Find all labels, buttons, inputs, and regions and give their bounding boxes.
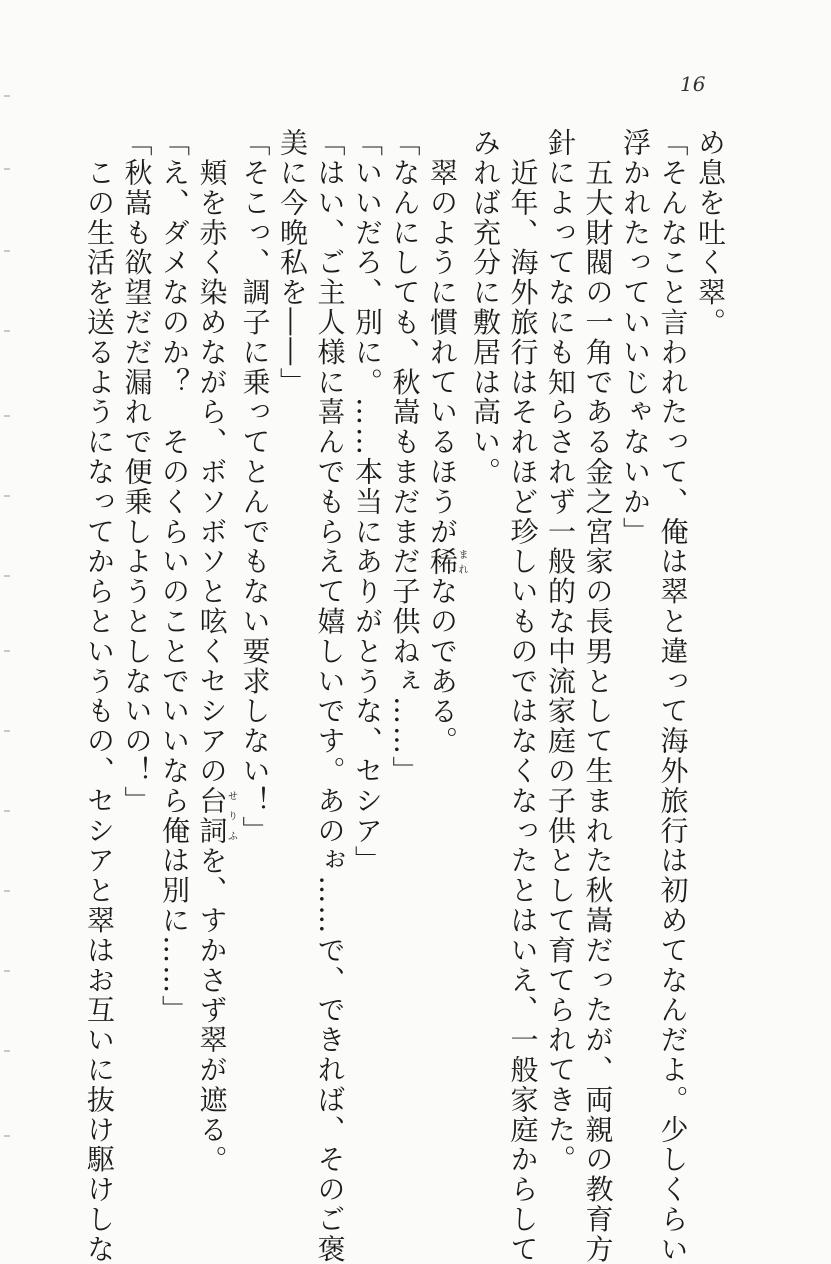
scan-mark: [4, 330, 10, 332]
text-segment: 頬を赤く染めながら、ボソボソと呟くセシアの: [195, 128, 229, 786]
text-line-with-ruby: [193, 128, 237, 1175]
text-line: 「そんなこと言われたって、俺は翠と違って海外旅行は初めてなんだよ。少しくらい: [656, 128, 690, 1264]
text-segment: 翠のように慣れているほうが: [426, 128, 459, 547]
text-line: め息を吐く翠。: [694, 128, 727, 338]
scan-mark: [4, 415, 10, 417]
ruby-base: 稀: [426, 546, 459, 577]
text-line-with-ruby: [424, 128, 467, 1108]
scan-mark: [4, 890, 10, 892]
scan-mark: [4, 1135, 10, 1137]
text-line: 針によってなにも知らされず一般的な中流家庭の子供として育てられてきた。: [544, 128, 577, 1175]
text-segment: を、すかさず翠が遮る。: [195, 845, 229, 1175]
ruby-reading: まれ: [456, 546, 467, 577]
text-line: 「はい、ご主人様に喜んでもらえて嬉しいです。あのぉ……で、できれば、そのご褒: [313, 128, 347, 1264]
text-line: 「え、ダメなのか？ そのくらいのことでいいなら俺は別に……」: [158, 128, 191, 1025]
ruby-annotated-word: [426, 546, 467, 577]
scan-mark: [4, 168, 10, 170]
text-line: 「秋嵩も欲望だだ漏れで便乗しようとしないの！」: [120, 128, 154, 816]
vertical-text-body: [81, 128, 730, 1264]
text-line: 浮かれたっていいじゃないか」: [619, 128, 652, 547]
text-line: 美に今晩私を――」: [276, 128, 309, 398]
text-line: 近年、海外旅行はそれほど珍しいものではなくなったとはいえ、一般家庭からして: [506, 128, 540, 1264]
ruby-reading: せりふ: [225, 785, 237, 846]
text-line: 五大財閥の一角である金之宮家の長男として生まれた秋嵩だったが、両親の教育方: [581, 128, 615, 1264]
text-line: 「なんにしても、秋嵩もまだまだ子供ねぇ……」: [388, 128, 422, 786]
ruby-annotated-word: [195, 785, 237, 846]
text-segment: なのである。: [426, 576, 459, 756]
text-line: みれば充分に敷居は高い。: [469, 128, 502, 487]
scan-mark: [4, 250, 10, 252]
text-line: 「いいだろ、別に。……本当にありがとうな、セシア」: [351, 128, 384, 876]
ruby-base: 台詞: [195, 785, 229, 846]
scan-mark: [4, 810, 10, 812]
scan-mark: [4, 95, 10, 97]
scan-mark: [4, 575, 10, 577]
scan-mark: [4, 1050, 10, 1052]
text-line: この生活を送るようになってからというもの、セシアと翠はお互いに抜け駆けしな: [83, 128, 116, 1264]
scan-mark: [4, 970, 10, 972]
scan-mark: [4, 650, 10, 652]
text-line: 「そこっ、調子に乗ってとんでもない要求しない！」: [238, 128, 272, 846]
scan-mark: [4, 730, 10, 732]
page-number: 16: [680, 72, 706, 96]
scan-mark: [4, 495, 10, 497]
